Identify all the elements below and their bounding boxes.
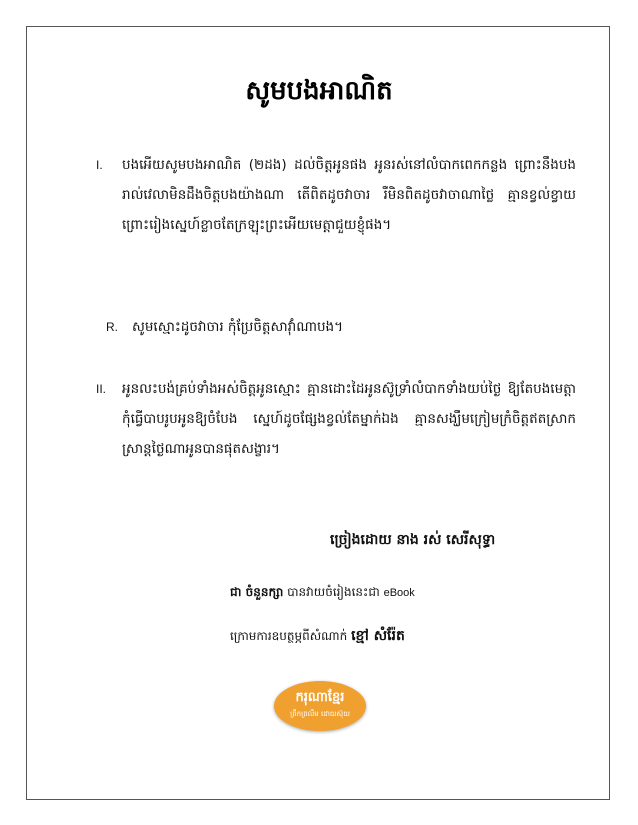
refrain	[106, 312, 586, 342]
publisher-prefix: ក្រោមការឧបត្ថម្ភពីសំណាក់	[230, 629, 348, 643]
verse-2	[96, 374, 576, 464]
verse-1-number: I.	[96, 158, 103, 172]
verse-2-number: II.	[96, 382, 107, 396]
logo-sub-text: ព្រឹកព្រលឹម ដោយស៊ុយ	[290, 710, 350, 718]
verse-1	[96, 150, 576, 240]
publisher-name: ខ្មៅ សំរ៉ែត	[351, 628, 405, 644]
verse-1-text: បងអើយសូមបងអាណិត (២ដង) ដល់ចិត្តអូនផង អូនរស់នៅលំបាកពេកកន្លង ព្រោះនឹងបងរាល់វេលាមិនដឹងចិត្តបងយ៉ាងណា តើពិតដូចវាចារ រឺមិនពិតដូចវាចាណាថ្លៃ គ្មានខ្វល់ខ្វាយ ព្រោះរៀងស្នេហ៍ខ្លាចតែក្រឡុះព្រះអើយមេត្តាជួយខ្ញុំផង។	[122, 157, 576, 233]
ebook-credit	[230, 584, 415, 602]
logo-main-text: ករុណាខ្មែរ	[295, 690, 345, 705]
page-title: សូមបងអាណិត	[245, 76, 393, 106]
ebook-format: eBook	[383, 587, 415, 599]
singer-credit: ច្រៀងដោយ នាង រស់ សេរីសុទ្ធា	[330, 532, 496, 548]
refrain-text: សូមស្មោះដូចវាចារ កុំប្រែចិត្តសាវ៉ាំណាបង។	[132, 319, 344, 335]
ebook-middle: បានវាយចំរៀងនេះជា	[287, 585, 380, 599]
refrain-number: R.	[106, 320, 118, 334]
verse-2-text: អូនលះបង់គ្រប់ទាំងអស់ចិត្តអូនស្មោះ គ្មានដោះដៃអូនស៊ូទ្រាំលំបាកទាំងយប់ថ្ងៃ ឱ្យតែបងមេត្តាកុំធ្វើបាបរូបអូនឱ្យចំបែង ស្នេហ៍ដូចផ្សែងខ្វល់តែម្នាក់ឯង គ្មានសង្ឃឹមក្រៀមក្រំចិត្តឥតស្រាកស្រាន្តថ្ងៃណាអូនបានផុតសង្ខារ។	[122, 381, 576, 457]
karuna-khmer-logo	[274, 681, 366, 731]
ebook-brand: ជា ចំនួនក្សា	[230, 585, 284, 599]
publisher-credit	[230, 626, 405, 647]
